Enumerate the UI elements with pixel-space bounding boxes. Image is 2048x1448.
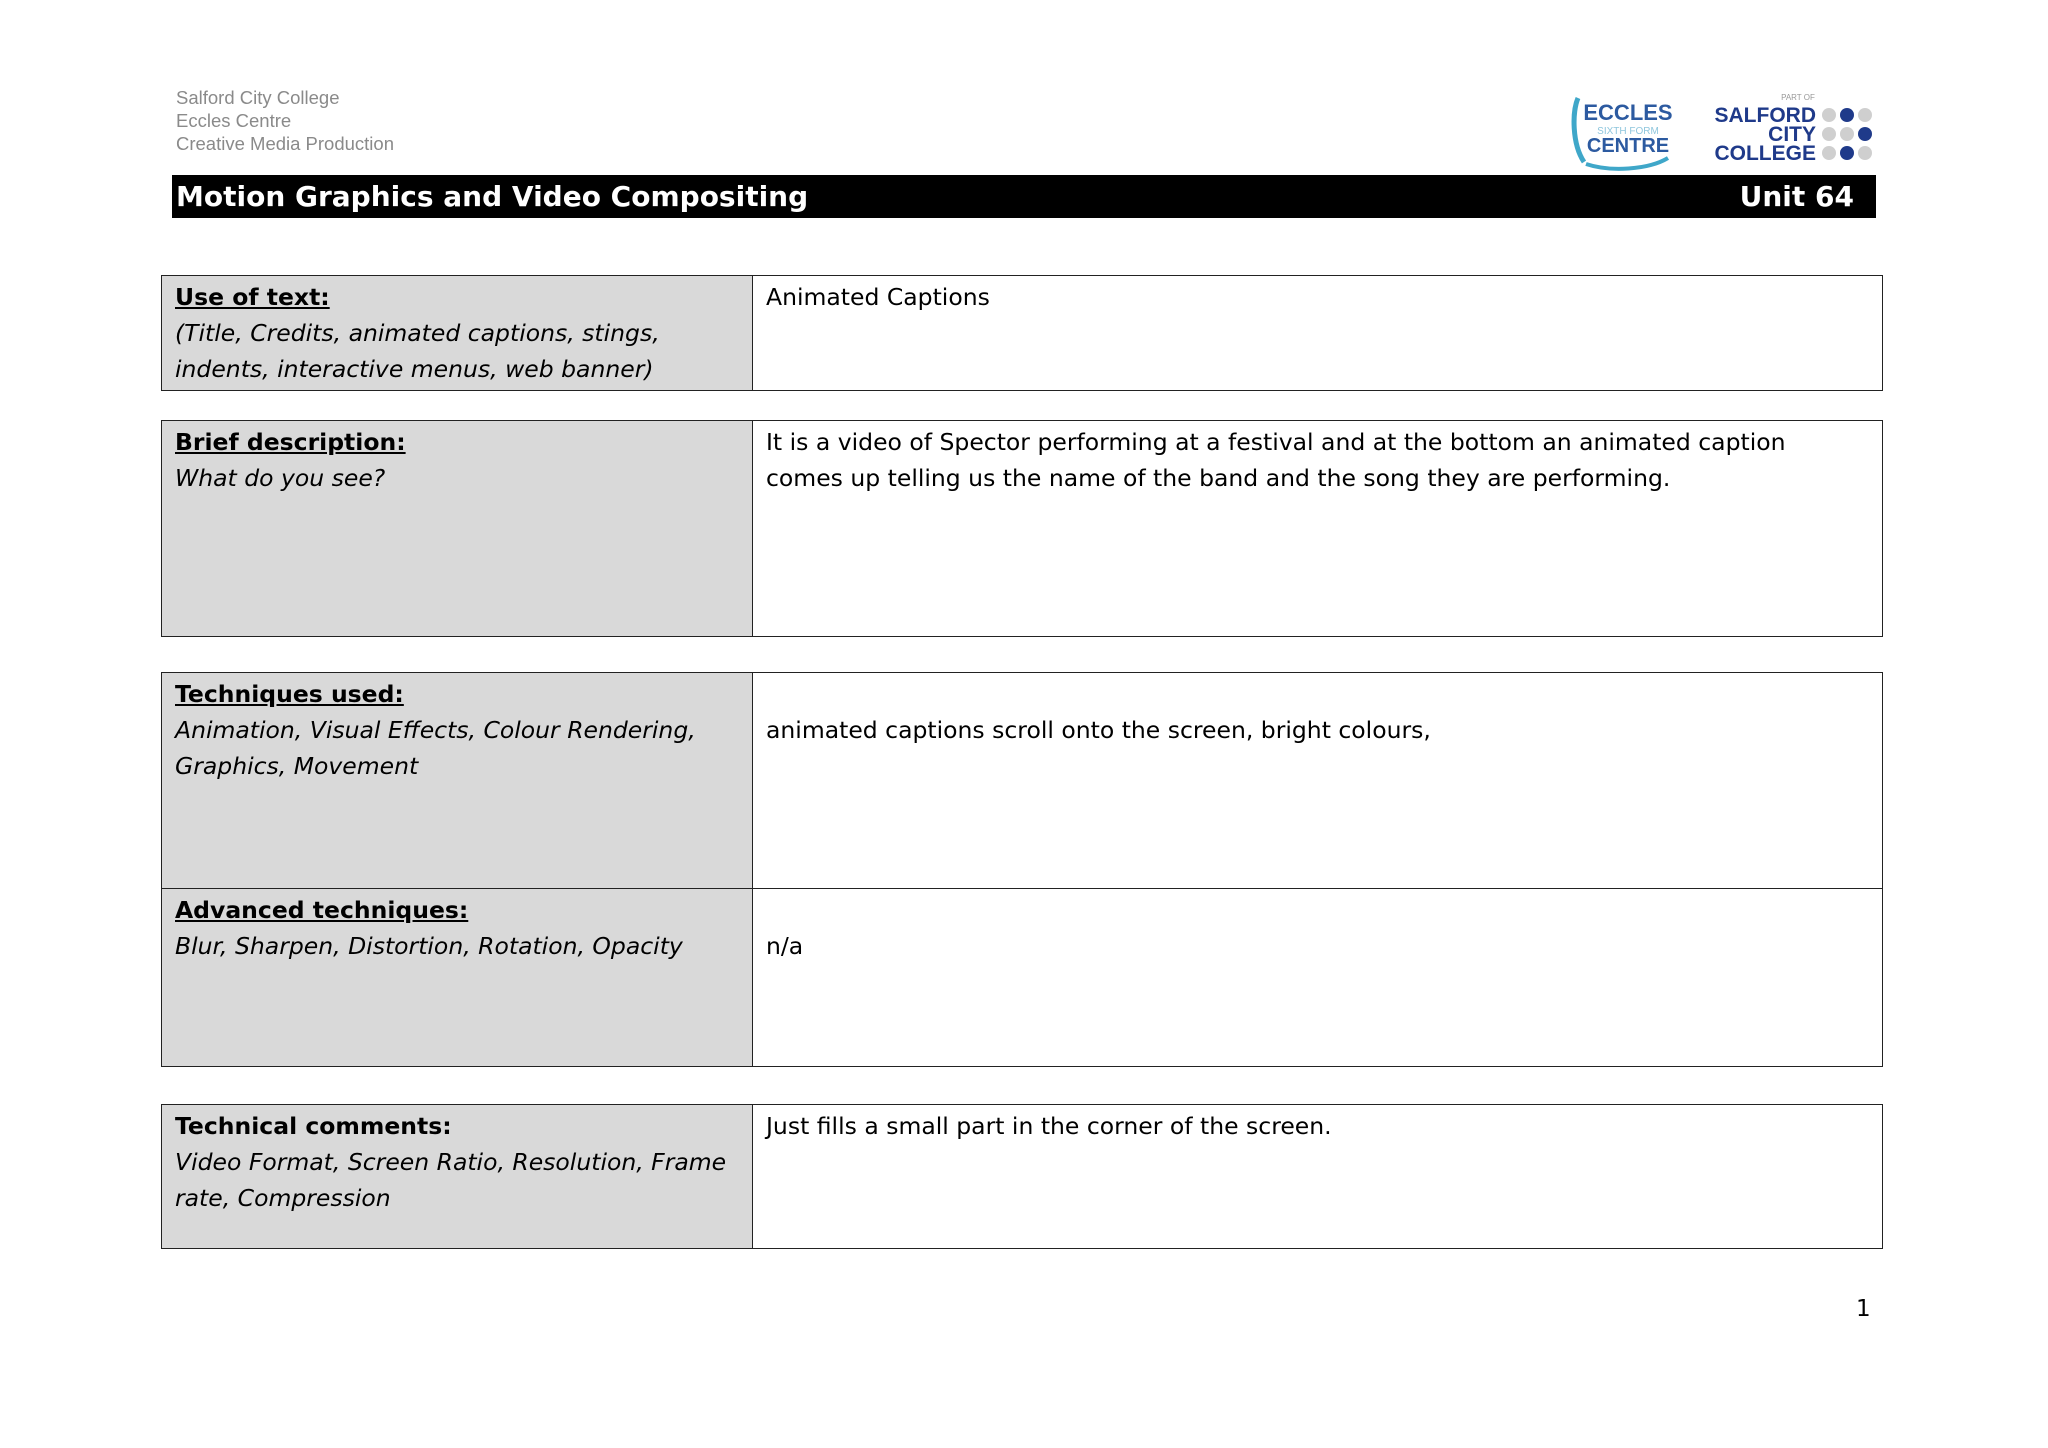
brief-description-hint: What do you see?	[175, 464, 386, 492]
salford-city-college-logo	[1714, 90, 1884, 168]
eccles-logo-line1: ECCLES	[1583, 100, 1673, 125]
advanced-techniques-label-cell	[162, 889, 753, 1067]
salford-logo-line2: CITY	[1768, 123, 1816, 146]
unit-number: Unit 64	[1739, 180, 1854, 213]
advanced-techniques-value-cell	[753, 889, 1883, 1067]
technical-comments-table	[161, 1104, 1883, 1249]
use-of-text-hint: (Title, Credits, animated captions, stings, indents, interactive menus, web banner)	[175, 319, 660, 383]
technical-comments-value: Just fills a small part in the corner of the screen.	[753, 1105, 1883, 1249]
salford-logo-line1: SALFORD	[1714, 104, 1816, 127]
technical-comments-label: Technical comments:	[175, 1112, 452, 1140]
salford-logo-line3: COLLEGE	[1714, 142, 1816, 165]
brief-description-table	[161, 420, 1883, 637]
advanced-techniques-value: n/a	[766, 932, 804, 960]
header-line-college: Salford City College	[176, 87, 340, 108]
techniques-table	[161, 672, 1883, 1067]
college-header	[176, 86, 394, 155]
salford-logo-part-of: PART OF	[1781, 93, 1815, 102]
eccles-logo-line2: CENTRE	[1586, 135, 1670, 157]
brief-description-value: It is a video of Spector performing at a festival and at the bottom an animated caption comes up telling us the name of the band and the song they are performing.	[753, 421, 1883, 637]
course-title: Motion Graphics and Video Compositing	[176, 180, 809, 213]
techniques-used-label: Techniques used:	[175, 680, 404, 708]
use-of-text-value: Animated Captions	[753, 276, 1883, 391]
techniques-used-value-cell	[753, 673, 1883, 889]
use-of-text-table	[161, 275, 1883, 391]
brief-description-label-cell	[162, 421, 753, 637]
advanced-techniques-hint: Blur, Sharpen, Distortion, Rotation, Opacity	[175, 932, 683, 960]
advanced-techniques-label: Advanced techniques:	[175, 896, 469, 924]
header-line-centre: Eccles Centre	[176, 110, 292, 131]
course-title-bar	[172, 175, 1876, 218]
techniques-used-label-cell	[162, 673, 753, 889]
technical-comments-label-cell	[162, 1105, 753, 1249]
techniques-used-value: animated captions scroll onto the screen, bright colours,	[766, 716, 1431, 744]
use-of-text-label: Use of text:	[175, 283, 330, 311]
techniques-used-hint: Animation, Visual Effects, Colour Rendering, Graphics, Movement	[175, 716, 696, 780]
use-of-text-label-cell	[162, 276, 753, 391]
eccles-logo-sub: SIXTH FORM	[1597, 126, 1659, 137]
header-line-department: Creative Media Production	[176, 133, 394, 154]
technical-comments-hint: Video Format, Screen Ratio, Resolution, Frame rate, Compression	[175, 1148, 727, 1212]
brief-description-label: Brief description:	[175, 428, 406, 456]
eccles-centre-logo	[1570, 92, 1682, 170]
salford-logo-dots	[1822, 108, 1872, 160]
page-number: 1	[1856, 1296, 1871, 1322]
